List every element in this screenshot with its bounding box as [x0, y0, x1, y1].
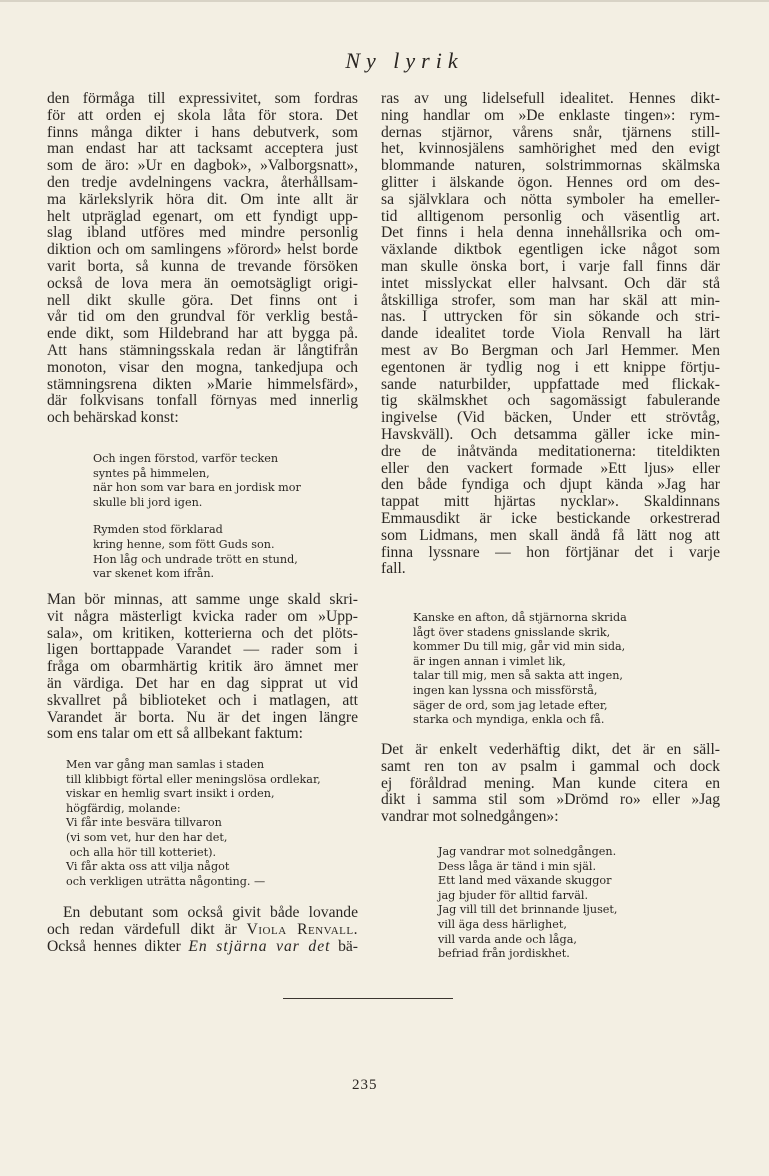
- text-line: Havskväll). Och detsamma gäller icke min-: [381, 425, 720, 443]
- text-line: nas. I uttrycken för sin sökande och stri-: [381, 308, 720, 326]
- text-line: växlande diktbok egentligen icke något som: [381, 241, 720, 259]
- poem-line: kring henne, som fött Guds son.: [93, 537, 275, 551]
- text-line: eller den vackert formade »Ett ljus» eller: [381, 459, 720, 477]
- poem-line: när hon som var bara en jordisk mor: [93, 481, 301, 495]
- text-line: ingivelse (Vid bäcken, Under ett strövtåg,: [381, 409, 720, 427]
- right-paragraph-2: [381, 742, 720, 826]
- poem-line: Dess låga är tänd i min själ.: [438, 859, 597, 873]
- poem-line: kommer Du till mig, går vid min sida,: [413, 640, 626, 654]
- poem-line: (vi som vet, hur den har det,: [66, 830, 228, 844]
- right-paragraph-1: [381, 91, 720, 578]
- text-line: ras av ung lidelsefull idealitet. Hennes dikt-: [381, 90, 720, 107]
- poem-line: vill äga dess härlighet,: [438, 917, 567, 931]
- text-line: helt utpräglad egenart, om ett fyndigt upp-: [47, 207, 358, 225]
- text-line: som ens talar om ett så allbekant faktum:: [47, 725, 303, 743]
- right-poem-2: [438, 845, 617, 962]
- text-line: varit borta, så kunna de trevande försöken: [47, 257, 358, 275]
- text-line: man skulle önska bort, i varje fall finns där: [381, 257, 720, 275]
- text-line: het, kvinnosjälens samhörighet med den evigt: [381, 140, 720, 158]
- text-line: där folkvisans tonfall förnyas med innerlig: [47, 392, 358, 410]
- text-line: blommande naturen, solstrimmornas skälmska: [381, 157, 720, 175]
- poem-line: Men var gång man samlas i staden: [66, 758, 265, 771]
- text-line: Man bör minnas, att samme unge skald skri-: [47, 591, 358, 608]
- page-top-edge: [0, 0, 769, 2]
- poem-line: befriad från jordiskhet.: [438, 947, 570, 961]
- left-paragraph-2: [47, 592, 358, 743]
- page-number: 235: [352, 1077, 378, 1093]
- poem-line: syntes på himmelen,: [93, 466, 210, 480]
- text-line: man endast har att tacksamt acceptera just: [47, 140, 358, 158]
- text-line: En debutant som också givit både lovande: [63, 904, 358, 921]
- text-line: dande idealitet torde Viola Renvall ha lärt: [381, 325, 720, 343]
- poem-line: var skenet kom ifrån.: [93, 567, 215, 581]
- poem-line: lågt över stadens gnisslande skrik,: [413, 625, 611, 639]
- text-line: dre de inåtvända meditationerna: titeldikten: [381, 442, 720, 460]
- text-line: Att hans stämningsskala redan är långtifrån: [47, 341, 358, 359]
- text-line: den både fyndiga och djupt kända »Jag har: [381, 476, 720, 494]
- text-line: vår tid om den grundval för verklig bestå-: [47, 308, 358, 326]
- poem-line: är ingen annan i vimlet lik,: [413, 654, 566, 668]
- poem-line: jag bjuder för alltid farväl.: [438, 888, 589, 902]
- text-line: glitter i älskande ögon. Hennes ord om des-: [381, 173, 720, 191]
- running-header: Ny lyrik: [345, 48, 464, 73]
- text-line: finns många dikter i hans debutverk, som: [47, 123, 358, 141]
- text-line: fråga om obarmhärtig kritik äro ämnet mer: [47, 658, 358, 676]
- text-line: Det är enkelt vederhäftig dikt, det är en säll-: [381, 741, 720, 758]
- stanza-gap: [93, 510, 301, 523]
- right-poem-1: [413, 611, 627, 728]
- text-line: Det finns i hela denna innehållsrika och om-: [381, 224, 720, 242]
- text-line: sa självklara och nötta symboler ha emeller-: [381, 190, 720, 208]
- text-line: monoton, visar den mogna, tankedjupa och: [47, 358, 358, 376]
- text-line: den förmåga till expressivitet, som fordras: [47, 90, 358, 107]
- text-line: vit några mästerligt kvicka rader om »Upp-: [47, 607, 358, 625]
- text-line: åtskilliga strofer, som man har skäl att min-: [381, 291, 720, 309]
- text-line: mest av Bo Bergman och Jarl Hemmer. Men: [381, 341, 720, 359]
- poem-line: viskar en hemlig svart insikt i orden,: [66, 787, 275, 801]
- text-line: ligen borttappade Varandet — rader som i: [47, 641, 358, 659]
- poem-line: Och ingen förstod, varför tecken: [93, 452, 279, 465]
- text-line: än värdiga. Det har en dag sipprat ut vid: [47, 674, 358, 692]
- poem-line: till klibbigt förtal eller meningslösa ordlekar,: [66, 772, 321, 786]
- text-line: samt ren ton av psalm i gammal och dock: [381, 757, 720, 775]
- text-line: som de äro: »Ur en dagbok», »Valborgsnatt»,: [47, 157, 358, 175]
- text-line: slag ibland utföres med mindre personlig: [47, 224, 358, 242]
- text-line: ende dikt, som Hildebrand har att bygga på.: [47, 325, 358, 343]
- text-segment: Också hennes dikter: [47, 937, 189, 955]
- text-line: fall.: [381, 560, 406, 578]
- text-line: ma kärlekslyrik höra dit. Om inte allt är: [47, 190, 358, 208]
- text-line: tappat mitt hjärtas nycklar». Skaldinnans: [381, 493, 720, 511]
- poem-line: säger de ord, som jag letade efter,: [413, 698, 608, 712]
- author-name: Viola Renvall.: [246, 920, 358, 938]
- poem-line: starka och myndiga, enkla och få.: [413, 713, 605, 727]
- text-line: stämningsrena dikten »Marie himmelsfärd»,: [47, 375, 358, 393]
- text-line: Emmausdikt är icke bestickande orkestrerad: [381, 509, 720, 527]
- text-line: [47, 922, 358, 939]
- text-line: Varandet är borta. Nu är det ingen längre: [47, 708, 358, 726]
- poem-line: Ett land med växande skuggor: [438, 874, 612, 888]
- poem-line: Rymden stod förklarad: [93, 523, 223, 537]
- text-line: ej föråldrad mening. Man kunde citera en: [381, 774, 720, 792]
- text-line: för att orden ej skola låta för stora. Det: [47, 106, 358, 124]
- poem-line: ingen kan lyssna och missförstå,: [413, 683, 598, 697]
- text-line: den tredje avdelningens vackra, återhållsam-: [47, 173, 358, 191]
- poem-line: och alla hör till kotteriet).: [66, 845, 217, 859]
- poem-line: Hon låg och undrade trött en stund,: [93, 552, 298, 566]
- left-paragraph-3: [47, 905, 358, 955]
- text-segment: bä-: [330, 937, 358, 955]
- left-paragraph-1: [47, 91, 358, 427]
- text-line: sande naturbilder, uppfattade med flickak-: [381, 375, 720, 393]
- text-line: tid alltigenom personlig och väsentlig art.: [381, 207, 720, 225]
- poem-line: och verkligen uträtta någonting. —: [66, 874, 266, 888]
- text-line: också de lova mera än oemotsägligt origi-: [47, 274, 358, 292]
- text-line: [47, 939, 358, 956]
- poem-line: Vi får akta oss att vilja något: [66, 860, 230, 874]
- text-line: skvallret på biblioteket och i matlagen, att: [47, 691, 358, 709]
- text-line: och behärskad konst:: [47, 409, 179, 427]
- poem-line: Jag vandrar mot solnedgången.: [438, 845, 617, 858]
- poem-line: Kanske en afton, då stjärnorna skrida: [413, 611, 627, 624]
- text-line: vandrar mot solnedgången»:: [381, 808, 559, 826]
- section-divider: [283, 998, 453, 999]
- book-title: En stjärna var det: [188, 937, 331, 955]
- poem-line: Vi får inte besvära tillvaron: [66, 816, 222, 830]
- poem-line: vill varda ande och låga,: [438, 932, 577, 946]
- text-line: ning handlar om »De enklaste tingen»: rym-: [381, 106, 720, 124]
- text-line: dernas stjärnor, vårens snår, tjärnens still-: [381, 123, 720, 141]
- left-poem-1: [93, 452, 301, 582]
- text-line: sala», om kritiken, kotterierna och det plöts-: [47, 624, 358, 642]
- left-poem-2: [66, 758, 321, 889]
- poem-line: Jag vill till det brinnande ljuset,: [438, 903, 618, 917]
- text-line: som Lidmans, men skall ändå få lätt nog att: [381, 526, 720, 544]
- text-line: finna lyssnare — hon förtjänar det i varje: [381, 543, 720, 561]
- poem-line: talar till mig, men så sakta att ingen,: [413, 669, 623, 683]
- text-segment: och redan värdefull dikt är: [47, 920, 247, 938]
- poem-line: högfärdig, molande:: [66, 801, 181, 815]
- text-line: egentonen är tydlig nog i ett knippe förtju-: [381, 358, 720, 376]
- text-line: nell dikt skulle göra. Det finns ont i: [47, 291, 358, 309]
- text-line: tig skälmskhet och sagomässigt fabulerande: [381, 392, 720, 410]
- text-line: diktion och om samlingens »förord» helst borde: [47, 241, 358, 259]
- text-line: dikt i samma stil som »Drömd ro» eller »Jag: [381, 791, 720, 809]
- poem-line: skulle bli jord igen.: [93, 495, 203, 509]
- text-line: intet misslyckat eller halvsant. Och där stå: [381, 274, 720, 292]
